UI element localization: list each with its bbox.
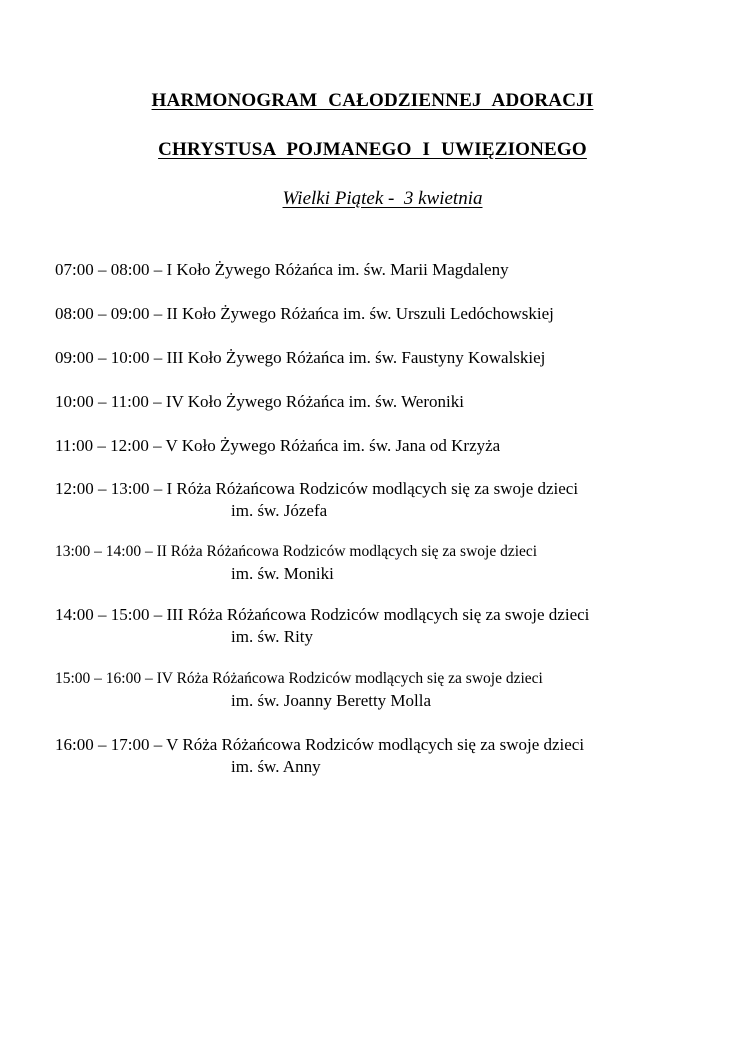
schedule-entry — [55, 668, 715, 712]
schedule-entry-text: 16:00 – 17:00 – V Róża Różańcowa Rodziców modlących się za swoje dzieci — [55, 735, 585, 754]
schedule-entry-patron: im. św. Joanny Beretty Molla — [231, 691, 432, 710]
schedule-entry-text: 15:00 – 16:00 – IV Róża Różańcowa Rodziców modlących się za swoje dzieci — [55, 670, 543, 687]
schedule-entry — [55, 303, 715, 325]
schedule-entry-patron: im. św. Józefa — [231, 501, 328, 520]
schedule-entry-text: 07:00 – 08:00 – I Koło Żywego Różańca im. św. Marii Magdaleny — [55, 260, 509, 279]
schedule-entry — [55, 435, 715, 457]
schedule-entry — [55, 391, 715, 413]
schedule-entry — [55, 604, 715, 648]
schedule-entry-patron: im. św. Anny — [231, 757, 321, 776]
schedule-entry-patron: im. św. Rity — [231, 627, 314, 646]
document-subtitle-date: Wielki Piątek - 3 kwietnia — [282, 188, 483, 209]
schedule-entry — [55, 347, 715, 369]
schedule-entry-text: 14:00 – 15:00 – III Róża Różańcowa Rodziców modlących się za swoje dzieci — [55, 605, 590, 624]
schedule-entry-patron: im. św. Moniki — [231, 564, 334, 583]
document-title-line-1: HARMONOGRAM CAŁODZIENNEJ ADORACJI — [151, 90, 594, 111]
document-title-line-2: CHRYSTUSA POJMANEGO I UWIĘZIONEGO — [158, 139, 587, 160]
schedule-entry-text: 13:00 – 14:00 – II Róża Różańcowa Rodziców modlących się za swoje dzieci — [55, 543, 538, 560]
schedule-entry — [55, 259, 715, 281]
schedule-entry-text: 09:00 – 10:00 – III Koło Żywego Różańca im. św. Faustyny Kowalskiej — [55, 348, 546, 367]
schedule-entry-text: 08:00 – 09:00 – II Koło Żywego Różańca im. św. Urszuli Ledóchowskiej — [55, 304, 554, 323]
schedule-entry — [55, 541, 715, 585]
schedule-entry — [55, 478, 715, 522]
schedule-entry-text: 10:00 – 11:00 – IV Koło Żywego Różańca im. św. Weroniki — [55, 392, 464, 411]
schedule-entry — [55, 734, 715, 778]
schedule-entry-text: 12:00 – 13:00 – I Róża Różańcowa Rodziców modlących się za swoje dzieci — [55, 479, 579, 498]
schedule-entry-text: 11:00 – 12:00 – V Koło Żywego Różańca im. św. Jana od Krzyża — [55, 436, 501, 455]
